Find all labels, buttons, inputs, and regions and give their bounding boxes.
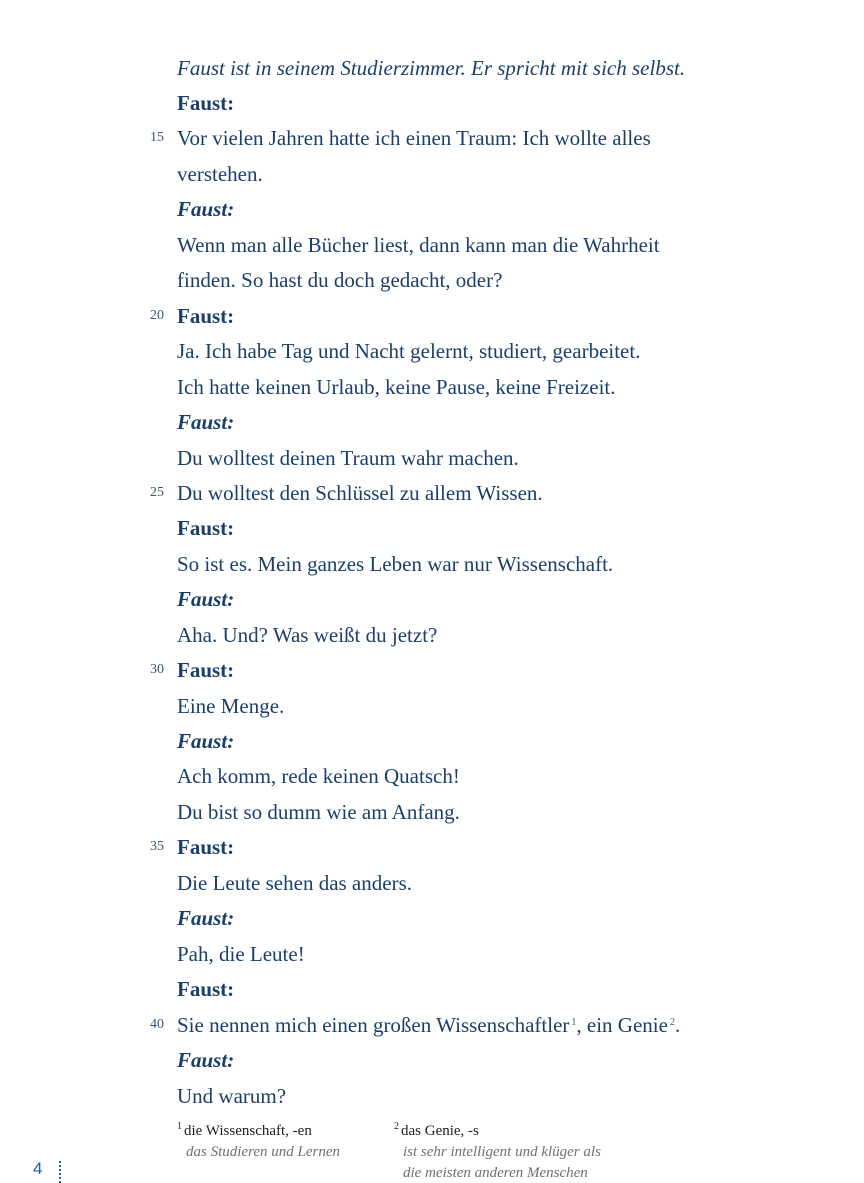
footnote-2-term: [394, 1121, 479, 1141]
dialogue-line: So ist es. Mein ganzes Leben war nur Wissenschaft.: [177, 552, 614, 576]
line-number: 40: [150, 1017, 164, 1032]
punctuation-period: .: [674, 1013, 681, 1037]
footnote-1-marker: 1: [177, 1121, 182, 1132]
line-number: 15: [150, 130, 164, 145]
dialogue-line: Vor vielen Jahren hatte ich einen Traum: Ich wollte alles: [177, 126, 651, 150]
dialogue-line: Du bist so dumm wie am Anfang.: [177, 800, 460, 824]
stage-direction: Faust ist in seinem Studierzimmer. Er spricht mit sich selbst.: [177, 56, 686, 80]
dialogue-text: ein Genie: [586, 1013, 668, 1037]
page-number: 4: [33, 1159, 43, 1178]
dialogue-line: Aha. Und? Was weißt du jetzt?: [177, 623, 438, 647]
dialogue-line: Du wolltest den Schlüssel zu allem Wissen.: [177, 481, 543, 505]
dialogue-line: Ja. Ich habe Tag und Nacht gelernt, studiert, gearbeitet.: [177, 339, 641, 363]
footnote-2-definition-line-1: ist sehr intelligent und klüger als: [403, 1144, 601, 1160]
dialogue-text: Sie nennen mich einen großen Wissenschaftler: [177, 1013, 570, 1037]
page-number-divider: [59, 1161, 61, 1183]
footnote-ref-2: 2: [669, 1017, 675, 1028]
dialogue-line: Ich hatte keinen Urlaub, keine Pause, keine Freizeit.: [177, 375, 616, 399]
footnote-ref-1: 1: [571, 1017, 577, 1028]
dialogue-line: Du wolltest deinen Traum wahr machen.: [177, 446, 519, 470]
dialogue-line: Eine Menge.: [177, 694, 285, 718]
speaker-label: Faust:: [177, 410, 235, 434]
line-number: 30: [150, 662, 164, 677]
speaker-label: Faust:: [177, 1048, 235, 1072]
line-number: 20: [150, 308, 164, 323]
speaker-label: Faust:: [177, 304, 235, 328]
dialogue-line: finden. So hast du doch gedacht, oder?: [177, 268, 503, 292]
line-number: 35: [150, 839, 164, 854]
speaker-label: Faust:: [177, 729, 235, 753]
dialogue-line: Und warum?: [177, 1084, 287, 1108]
punctuation-comma: ,: [576, 1013, 587, 1037]
dialogue-line: Pah, die Leute!: [177, 942, 305, 966]
speaker-label: Faust:: [177, 977, 235, 1001]
footnote-2-marker: 2: [394, 1121, 399, 1132]
speaker-label: Faust:: [177, 658, 235, 682]
speaker-label: Faust:: [177, 197, 235, 221]
dialogue-line-with-footnotes: [177, 1012, 680, 1038]
dialogue-line: Die Leute sehen das anders.: [177, 871, 412, 895]
speaker-label: Faust:: [177, 516, 235, 540]
dialogue-line: Ach komm, rede keinen Quatsch!: [177, 764, 460, 788]
speaker-label: Faust:: [177, 587, 235, 611]
footnote-1-definition: das Studieren und Lernen: [186, 1144, 341, 1160]
line-number: 25: [150, 485, 164, 500]
speaker-label: Faust:: [177, 835, 235, 859]
speaker-label: Faust:: [177, 906, 235, 930]
footnote-2-definition-line-2: die meisten anderen Menschen: [403, 1165, 588, 1181]
footnote-2-term-text: das Genie, -s: [401, 1123, 479, 1139]
footnote-1-term: [177, 1121, 312, 1141]
speaker-label: Faust:: [177, 91, 235, 115]
dialogue-line: verstehen.: [177, 162, 263, 186]
footnote-1-term-text: die Wissenschaft, -en: [184, 1123, 312, 1139]
dialogue-line: Wenn man alle Bücher liest, dann kann man die Wahrheit: [177, 233, 660, 257]
